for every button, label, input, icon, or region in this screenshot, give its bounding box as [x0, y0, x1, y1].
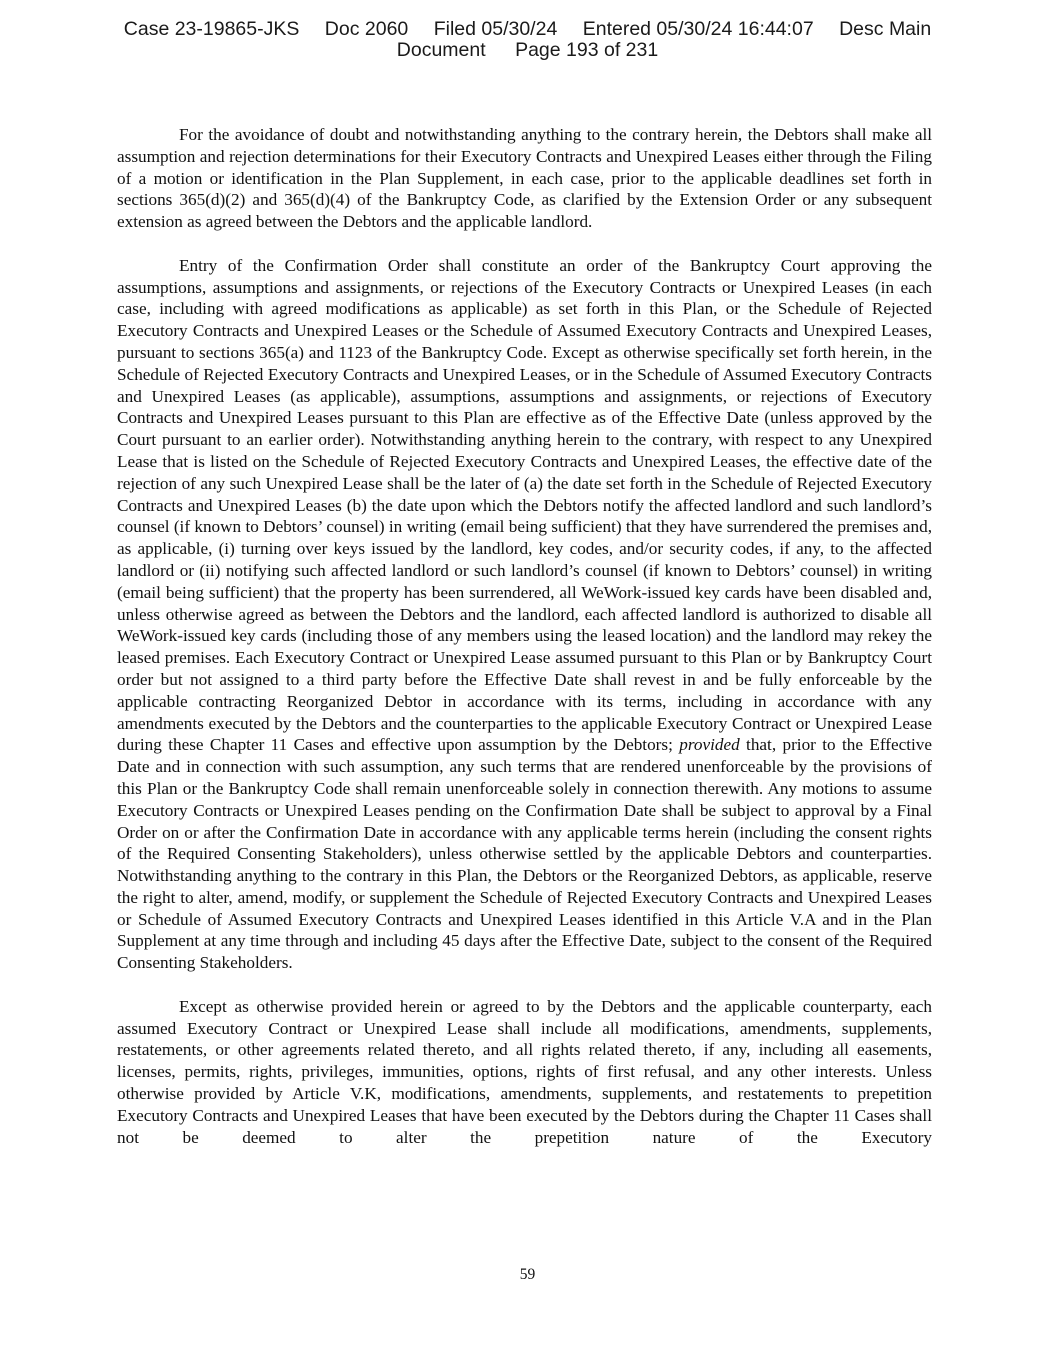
doc-number: Doc 2060: [324, 18, 409, 40]
paragraph-text: Except as otherwise provided herein or agreed to by the Debtors and the applicable counterparty, each assumed Executory Contract or Unexpired Lease shall include all modifications, amendments, supplements, restatements, or other agreements related thereto, and all rights related thereto, if any, including all easements, licenses, permits, rights, privileges, immunities, options, rights of first refusal, and any other interests. Unless otherwise provided by Article V.K, modifications, amendments, supplements, and restatements to prepetition Executory Contracts and Unexpired Leases that have been executed by the Debtors during the Chapter 11 Cases shall not be deemed to alter the prepetition nature of the Executory: [117, 996, 932, 1147]
italic-term: provided: [679, 735, 740, 755]
header-line-2: [0, 40, 1055, 61]
paragraph-text: that, prior to the Effective Date and in connection with such assumption, any such terms that are rendered unenforceable by the provisions of this Plan or the Bankruptcy Code shall remain unenforceable solely in connection therewith. Any motions to assume Executory Contracts or Unexpired Leases pending on the Confirmation Date shall be subject to approval by a Final Order on or after the Confirmation Date in accordance with any applicable terms herein (including the consent rights of the Required Consenting Stakeholders), unless otherwise settled by the applicable Debtors and counterparties. Notwithstanding anything to the contrary in this Plan, the Debtors or the Reorganized Debtors, as applicable, reserve the right to alter, amend, modify, or supplement the Schedule of Rejected Executory Contracts and Unexpired Leases or Schedule of Assumed Executory Contracts and Unexpired Leases identified in this Article V.A and in the Plan Supplement at any time through and including 45 days after the Effective Date, subject to the consent of the Required Consenting Stakeholders.: [117, 735, 932, 973]
court-filing-header: [0, 19, 1055, 61]
document-label: Document: [396, 39, 486, 61]
paragraph: [117, 124, 932, 233]
header-line-1: [0, 19, 1055, 40]
paragraph: [117, 255, 932, 974]
paragraph: [117, 996, 932, 1149]
paragraph-text: For the avoidance of doubt and notwithstanding anything to the contrary herein, the Debtors shall make all assumption and rejection determinations for their Executory Contracts and Unexpired Leases either through the Filing of a motion or identification in the Plan Supplement, in each case, prior to the applicable deadlines set forth in sections 365(d)(2) and 365(d)(4) of the Bankruptcy Code, as clarified by the Extension Order or any subsequent extension as agreed between the Debtors and the applicable landlord.: [117, 125, 932, 232]
page-indicator: Page 193 of 231: [515, 39, 659, 61]
description: Desc Main: [839, 18, 932, 40]
document-body: [117, 124, 932, 1148]
filed-date: Filed 05/30/24: [433, 18, 558, 40]
paragraph-text: Entry of the Confirmation Order shall constitute an order of the Bankruptcy Court approving the assumptions, assumptions and assignments, or rejections of the Executory Contracts or Unexpired Leases (in each case, including with agreed modifications as applicable) as set forth in this Plan, or the Schedule of Rejected Executory Contracts and Unexpired Leases or the Schedule of Assumed Executory Contracts and Unexpired Leases, pursuant to sections 365(a) and 1123 of the Bankruptcy Code. Except as otherwise specifically set forth herein, in the Schedule of Rejected Executory Contracts and Unexpired Leases, or in the Schedule of Assumed Executory Contracts and Unexpired Leases (as applicable), assumptions, assumptions and assignments, or rejections of Executory Contracts and Unexpired Leases pursuant to this Plan are effective as of the Effective Date (unless approved by the Court pursuant to an earlier order). Notwithstanding anything herein to the contrary, with respect to any Unexpired Lease that is listed on the Schedule of Rejected Executory Contracts and Unexpired Leases, the effective date of the rejection of any such Unexpired Lease shall be the later of (a) the date set forth in the Schedule of Rejected Executory Contracts and Unexpired Leases (b) the date upon which the Debtors notify the affected landlord and such landlord’s counsel (if known to Debtors’ counsel) in writing (email being sufficient) that they have surrendered the premises and, as applicable, (i) turning over keys issued by the landlord, key codes, and/or security codes, if any, to the affected landlord or (ii) notifying such affected landlord or such landlord’s counsel (if known to Debtors’ counsel) in writing (email being sufficient) that the property has been surrendered, all WeWork-issued key cards have been disabled and, unless otherwise agreed as between the Debtors and the landlord, each affected landlord is authorized to disable all WeWork-issued key cards (including those of any members using the leased location) and the landlord may rekey the leased premises. Each Executory Contract or Unexpired Lease assumed pursuant to this Plan or by Bankruptcy Court order but not assigned to a third party before the Effective Date shall revest in and be fully enforceable by the applicable contracting Reorganized Debtor in accordance with its terms, including in accordance with any amendments executed by the Debtors and the counterparties to the applicable Executory Contract or Unexpired Lease during these Chapter 11 Cases and effective upon assumption by the Debtors;: [117, 255, 932, 755]
case-number: Case 23-19865-JKS: [123, 18, 300, 40]
entered-date: Entered 05/30/24 16:44:07: [582, 18, 814, 40]
page-number: 59: [519, 1266, 536, 1283]
